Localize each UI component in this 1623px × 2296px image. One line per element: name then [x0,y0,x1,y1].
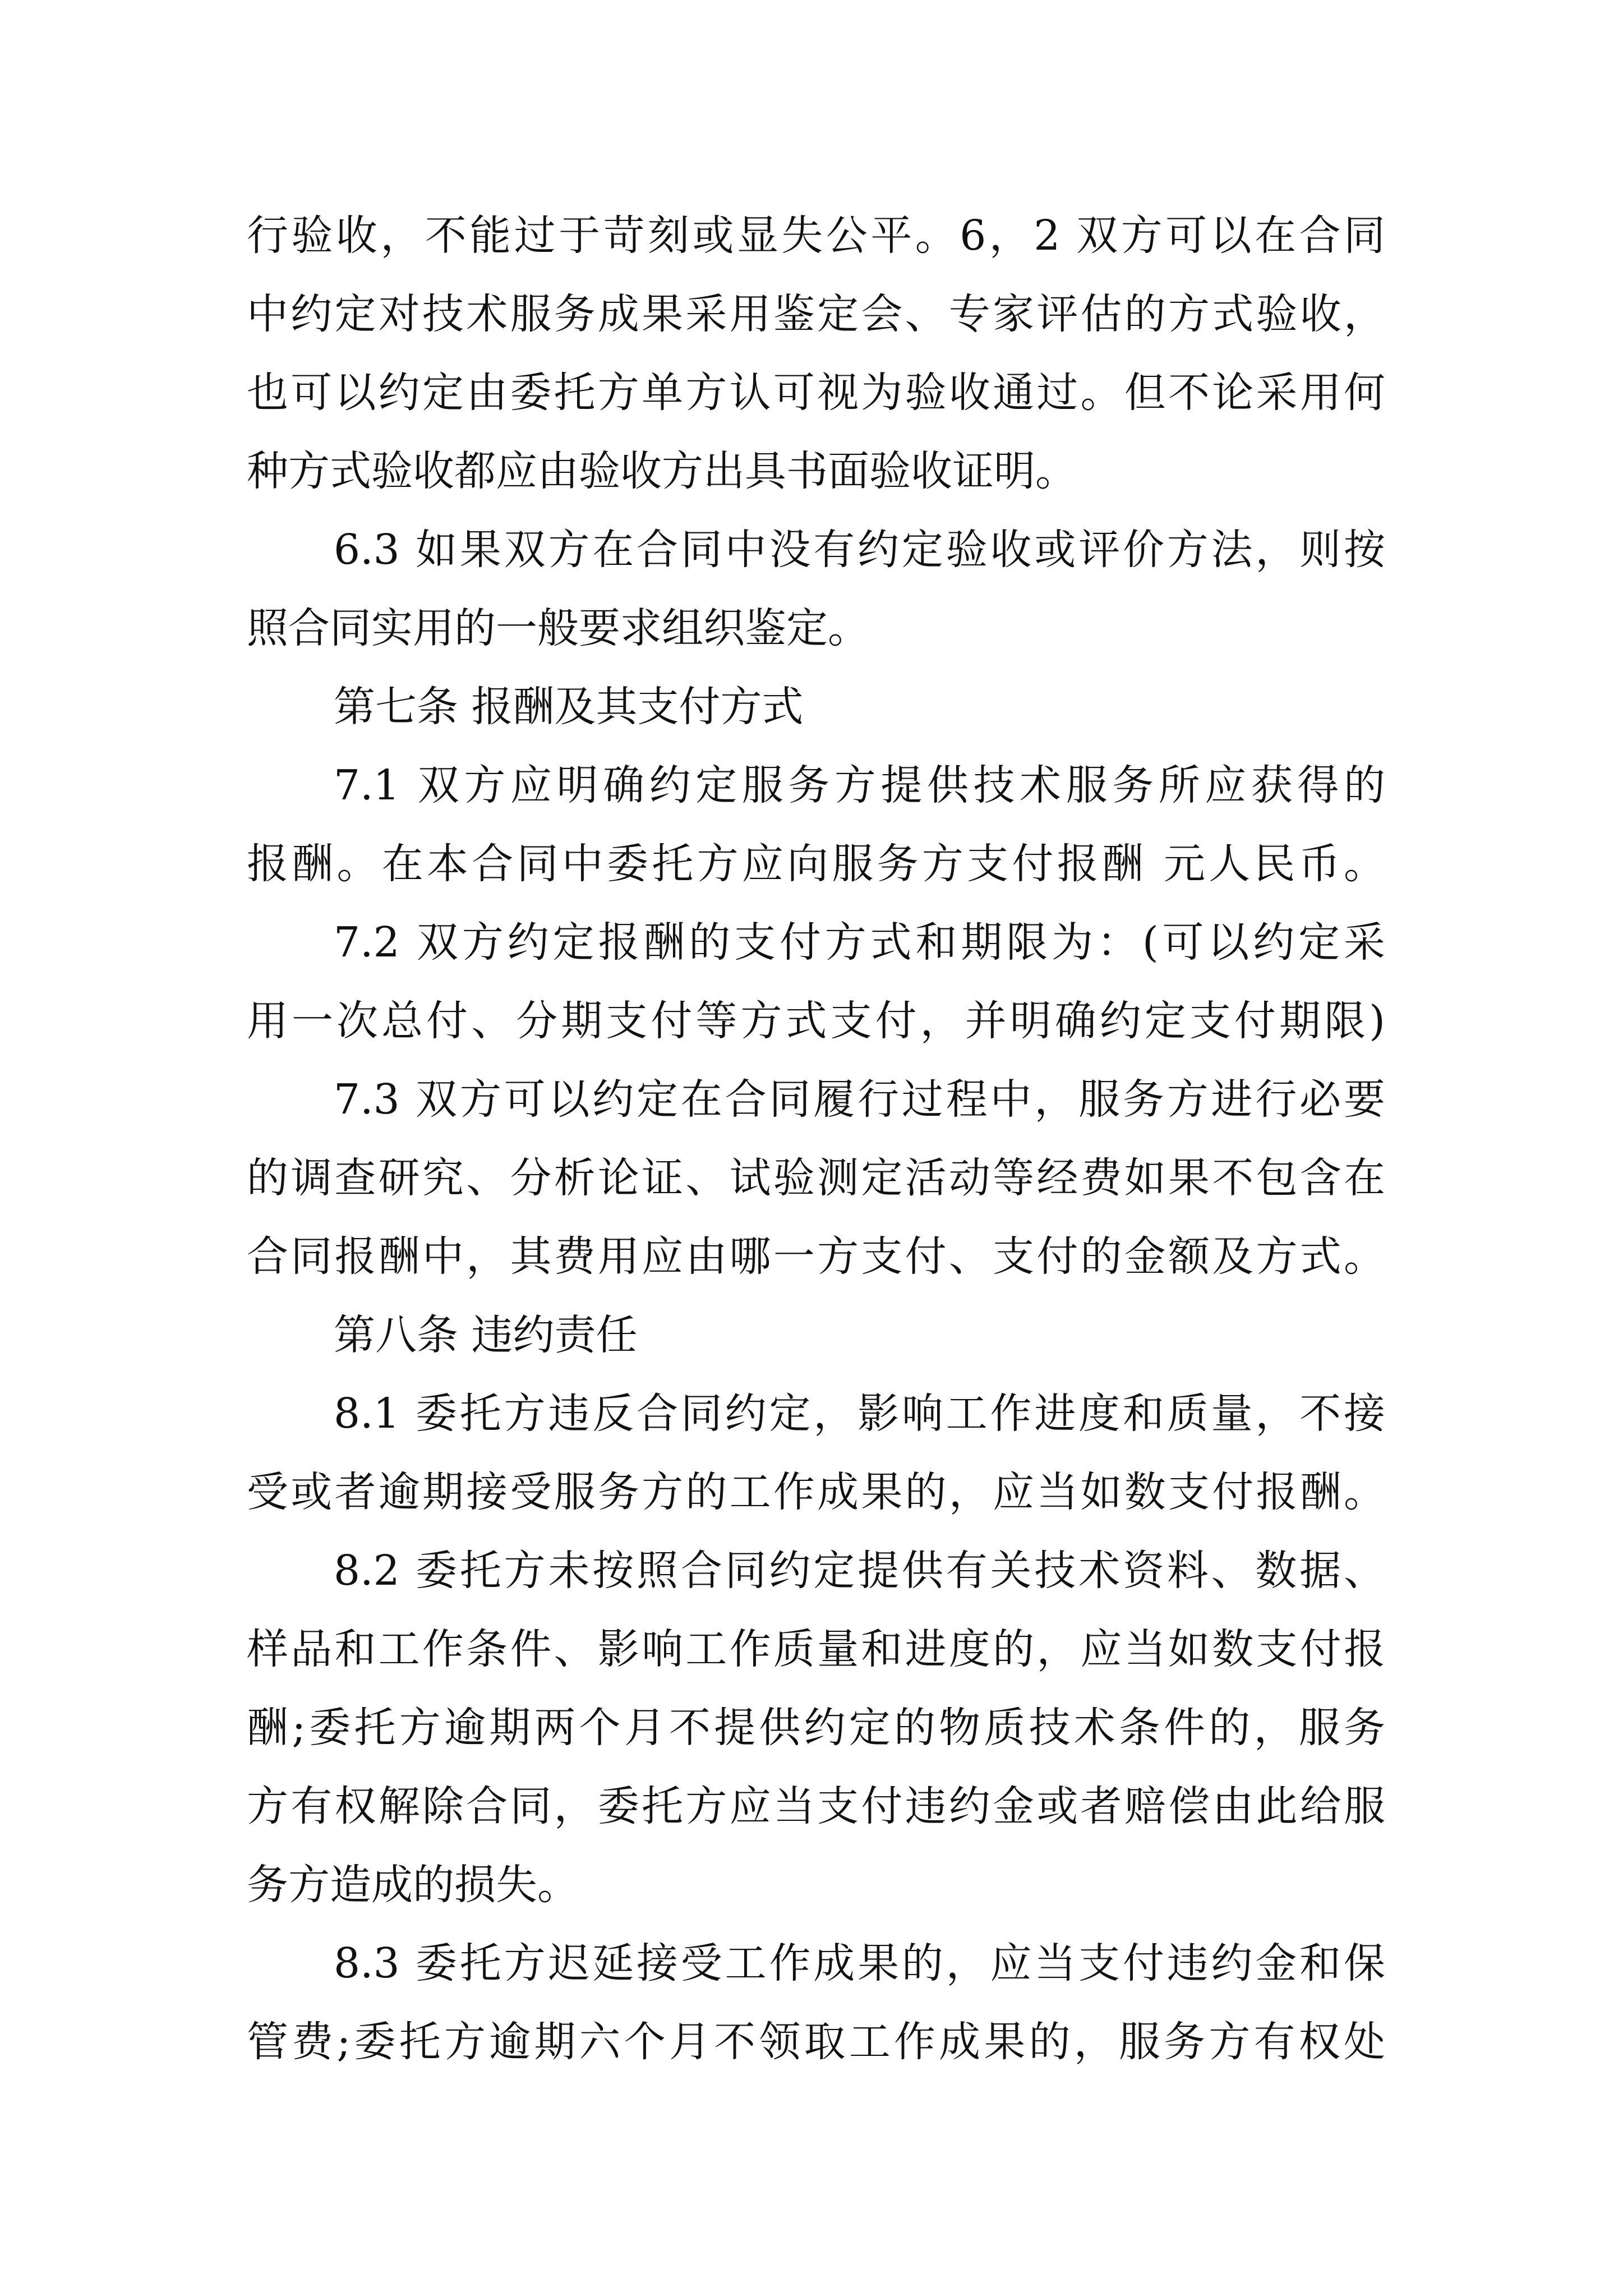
text-line: 7.3 双方可以约定在合同履行过程中，服务方进行必要 [334,1075,1385,1124]
text-line: 中约定对技术服务成果采用鉴定会、专家评估的方式验收， [247,290,1385,338]
text-line: 酬;委托方逾期两个月不提供约定的物质技术条件的，服务 [247,1704,1385,1752]
text-line: 种方式验收都应由验收方出具书面验收证明。 [247,447,1077,495]
text-line: 7.1 双方应明确约定服务方提供技术服务所应获得的 [334,761,1385,809]
text-line: 行验收，不能过于苛刻或显失公平。6，2 双方可以在合同 [247,211,1385,260]
text-line: 的调查研究、分析论证、试验测定活动等经费如果不包含在 [247,1154,1385,1202]
text-line: 用一次总付、分期支付等方式支付，并明确约定支付期限) [247,997,1385,1045]
text-line: 方有权解除合同，委托方应当支付违约金或者赔偿由此给服 [247,1782,1385,1830]
text-line: 样品和工作条件、影响工作质量和进度的，应当如数支付报 [247,1625,1385,1673]
text-line: 管费;委托方逾期六个月不领取工作成果的，服务方有权处 [247,2018,1385,2066]
section-heading: 第八条 违约责任 [334,1311,638,1359]
text-line: 8.3 委托方迟延接受工作成果的，应当支付违约金和保 [334,1939,1385,1987]
text-line: 也可以约定由委托方单方认可视为验收通过。但不论采用何 [247,369,1385,417]
text-line: 6.3 如果双方在合同中没有约定验收或评价方法，则按 [334,526,1385,574]
text-line: 7.2 双方约定报酬的支付方式和期限为：(可以约定采 [334,918,1385,967]
text-line: 8.2 委托方未按照合同约定提供有关技术资料、数据、 [334,1547,1385,1595]
text-line: 合同报酬中，其费用应由哪一方支付、支付的金额及方式。 [247,1232,1385,1281]
text-line: 受或者逾期接受服务方的工作成果的，应当如数支付报酬。 [247,1468,1385,1516]
text-line: 务方造成的损失。 [247,1861,579,1909]
section-heading: 第七条 报酬及其支付方式 [334,683,804,731]
text-line: 8.1 委托方违反合同约定，影响工作进度和质量，不接 [334,1389,1385,1438]
text-line: 照合同实用的一般要求组织鉴定。 [247,604,869,652]
text-line: 报酬。在本合同中委托方应向服务方支付报酬 元人民币。 [247,840,1385,888]
